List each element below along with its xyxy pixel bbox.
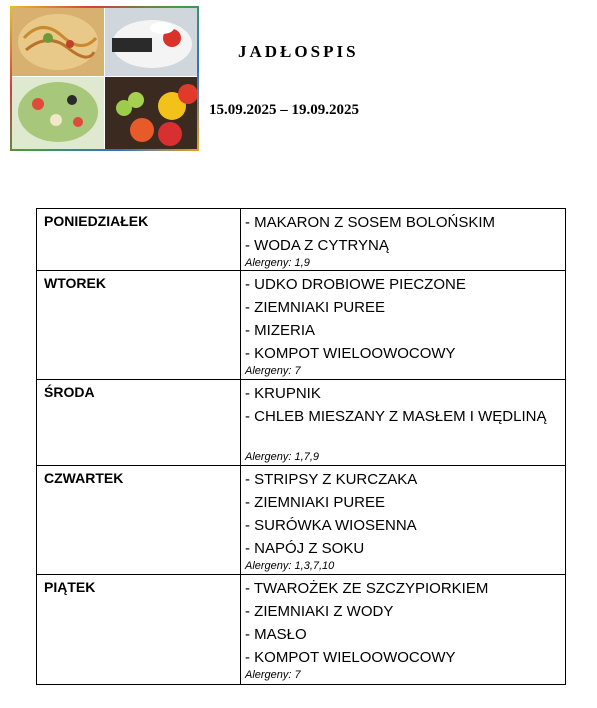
list-item: - CHLEB MIESZANY Z MASŁEM I WĘDLINĄ [245,408,547,425]
list-item: - ZIEMNIAKI PUREE [245,494,386,511]
allergens-note: Alergeny: 1,7,9 [245,451,319,463]
day-name: PONIEDZIAŁEK [37,209,241,271]
menu-table [36,208,566,685]
list-item: - MAKARON Z SOSEM BOLOŃSKIM [245,214,496,231]
list-item: - MIZERIA [245,322,315,339]
list-item: - KOMPOT WIELOOWOCOWY [245,649,456,666]
allergens-note: Alergeny: 7 [245,669,301,681]
day-items [241,209,566,271]
day-items [241,466,566,575]
day-name: WTOREK [37,271,241,380]
allergens-note: Alergeny: 1,3,7,10 [245,560,335,572]
table-row [37,209,566,271]
food-collage-image [10,6,199,151]
day-name: PIĄTEK [37,575,241,685]
list-item: - MASŁO [245,626,307,643]
page-title: JADŁOSPIS [238,42,359,61]
list-item: - KOMPOT WIELOOWOCOWY [245,345,456,362]
day-name: ŚRODA [37,380,241,466]
table-row [37,380,566,466]
table-row [37,466,566,575]
date-range: 15.09.2025 – 19.09.2025 [209,102,359,118]
list-item: - WODA Z CYTRYNĄ [245,237,389,254]
list-item: - NAPÓJ Z SOKU [245,540,365,557]
list-item: - ZIEMNIAKI Z WODY [245,603,394,620]
day-items [241,575,566,685]
table-row [37,271,566,380]
list-item: - UDKO DROBIOWE PIECZONE [245,276,466,293]
day-items [241,380,566,466]
list-item: - STRIPSY Z KURCZAKA [245,471,418,488]
food-collage-icon [12,8,197,149]
list-item: - ZIEMNIAKI PUREE [245,299,386,316]
allergens-note: Alergeny: 1,9 [245,257,310,269]
day-name: CZWARTEK [37,466,241,575]
day-items [241,271,566,380]
list-item: - TWAROŻEK ZE SZCZYPIORKIEM [245,580,489,597]
allergens-note: Alergeny: 7 [245,365,301,377]
list-item: - SURÓWKA WIOSENNA [245,517,417,534]
list-item: - KRUPNIK [245,385,321,402]
table-row [37,575,566,685]
